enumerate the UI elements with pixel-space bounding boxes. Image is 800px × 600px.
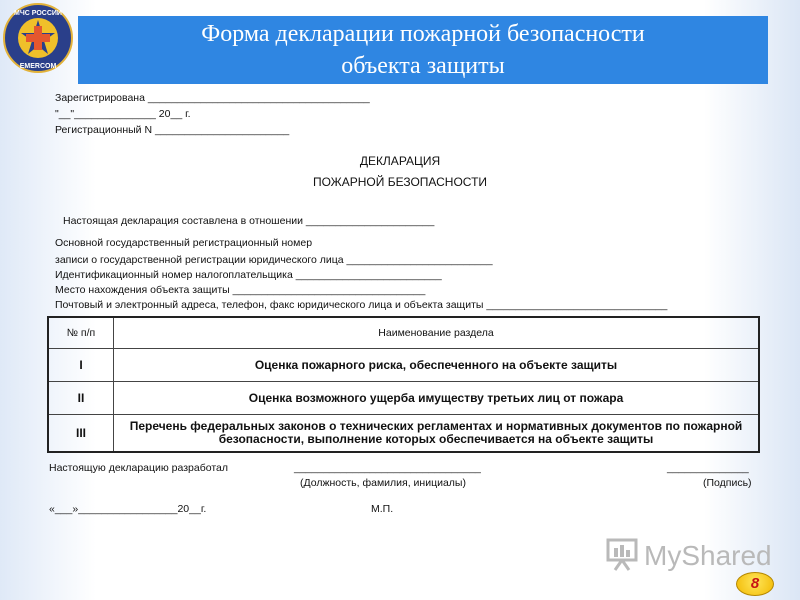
ogrn-line-2: записи о государственной регистрации юридического лица _________________________ — [55, 254, 493, 266]
signature-line: ______________ — [667, 462, 749, 474]
signature-caption: (Подпись) — [703, 477, 752, 489]
section-name: Оценка возможного ущерба имуществу третьих лиц от пожара — [114, 382, 760, 415]
stamp-label: М.П. — [371, 503, 394, 515]
developed-by-label: Настоящую декларацию разработал — [49, 462, 229, 474]
footer-date-line: «___»_________________20__г. — [49, 503, 207, 515]
header-bar — [78, 16, 768, 84]
made-for-line: Настоящая декларация составлена в отношении ______________________ — [63, 215, 435, 227]
section-name: Перечень федеральных законов о технических регламентах и нормативных документов по пожарной безопасности, выполнение которых обеспечивается на объекте защиты — [114, 415, 760, 453]
ogrn-line-1: Основной государственный регистрационный номер — [55, 237, 313, 249]
section-number: I — [48, 349, 114, 382]
table-row — [48, 415, 759, 453]
column-header-number: № п/п — [48, 317, 114, 349]
page-title-line1: Форма декларации пожарной безопасности — [201, 21, 645, 47]
presentation-icon — [606, 536, 640, 572]
column-header-section: Наименование раздела — [114, 317, 760, 349]
emblem-bottom-text: EMERCOM — [19, 63, 57, 70]
section-name: Оценка пожарного риска, обеспеченного на объекте защиты — [114, 349, 760, 382]
declaration-title: ДЕКЛАРАЦИЯ — [359, 154, 441, 168]
inn-line: Идентификационный номер налогоплательщика _________________________ — [55, 269, 442, 281]
declaration-subtitle: ПОЖАРНОЙ БЕЗОПАСНОСТИ — [312, 175, 488, 189]
table-row — [48, 382, 759, 415]
emercom-emblem-icon — [2, 2, 74, 74]
position-line: ________________________________ — [294, 462, 481, 474]
emblem-top-text: МЧС РОССИИ — [14, 10, 62, 17]
position-caption: (Должность, фамилия, инициалы) — [300, 477, 466, 489]
registration-date-line: "__"______________ 20__ г. — [55, 108, 191, 120]
registration-number-line: Регистрационный N _______________________ — [55, 124, 290, 136]
contacts-line: Почтовый и электронный адреса, телефон, факс юридического лица и объекта защиты _______________________________ — [55, 299, 668, 311]
logo-text: MyShared — [644, 540, 772, 571]
table-header-row — [48, 317, 759, 349]
page-number-badge: 8 — [736, 572, 774, 596]
page-title-line2: объекта защиты — [341, 53, 505, 79]
section-number: II — [48, 382, 114, 415]
myshared-logo — [606, 536, 772, 576]
registered-line: Зарегистрирована ______________________________________ — [55, 92, 370, 104]
sections-table — [47, 316, 760, 453]
table-row — [48, 349, 759, 382]
section-number: III — [48, 415, 114, 453]
location-line: Место нахождения объекта защиты _________________________________ — [55, 284, 426, 296]
